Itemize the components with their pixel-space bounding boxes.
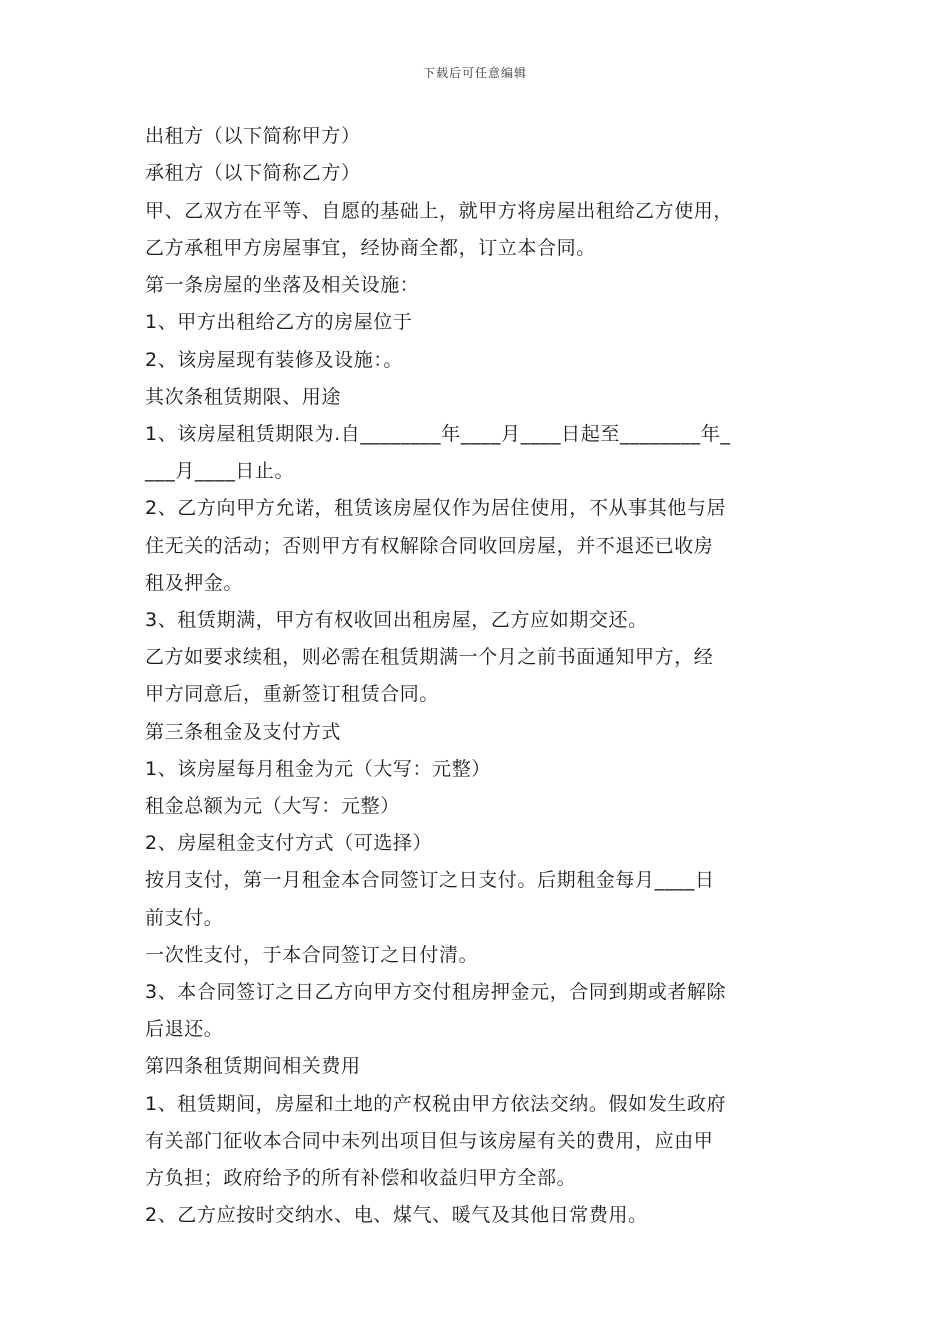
monthly-payment-line-2: 前支付。 <box>145 907 224 929</box>
article-4-heading: 第四条租赁期间相关费用 <box>145 1055 361 1077</box>
article-4-item-1-line-1: 1、租赁期间，房屋和土地的产权税由甲方依法交纳。假如发生政府 <box>145 1093 727 1115</box>
article-1-heading: 第一条房屋的坐落及相关设施： <box>145 274 420 296</box>
renewal-line-2: 甲方同意后，重新签订租赁合同。 <box>145 683 440 705</box>
article-1-item-2: 2、该房屋现有装修及设施：。 <box>145 349 403 371</box>
total-rent-line: 租金总额为元（大写：元整） <box>145 795 400 817</box>
page-header-note: 下载后可任意编辑 <box>422 66 527 80</box>
monthly-payment-line-1: 按月支付，第一月租金本合同签订之日支付。后期租金每月____日 <box>145 869 715 891</box>
article-3-item-1: 1、该房屋每月租金为元（大写：元整） <box>145 758 491 780</box>
renewal-line-1: 乙方如要求续租，则必需在租赁期满一个月之前书面通知甲方，经 <box>145 646 714 668</box>
lump-sum-payment-line: 一次性支付，于本合同签订之日付清。 <box>145 944 479 966</box>
article-4-item-1-line-3: 方负担；政府给予的所有补偿和收益归甲方全部。 <box>145 1167 577 1189</box>
article-4-item-1-line-2: 有关部门征收本合同中未列出项目但与该房屋有关的费用，应由甲 <box>145 1130 714 1152</box>
article-2-item-2-line-1: 2、乙方向甲方允诺，租赁该房屋仅作为居住使用，不从事其他与居 <box>145 497 727 519</box>
article-2-item-2-line-3: 租及押金。 <box>145 572 244 594</box>
article-4-item-2: 2、乙方应按时交纳水、电、煤气、暖气及其他日常费用。 <box>145 1204 648 1226</box>
preamble-line-2: 乙方承租甲方房屋事宜，经协商全都，订立本合同。 <box>145 237 596 259</box>
article-2-heading: 其次条租赁期限、用途 <box>145 386 342 408</box>
article-2-item-2-line-2: 住无关的活动；否则甲方有权解除合同收回房屋，并不退还已收房 <box>145 535 714 557</box>
article-2-item-1-line-2: ___月____日止。 <box>145 460 295 482</box>
lessor-line: 出租方（以下简称甲方） <box>145 125 361 147</box>
preamble-line-1: 甲、乙双方在平等、自愿的基础上，就甲方将房屋出租给乙方使用， <box>145 200 734 222</box>
article-3-item-2: 2、房屋租金支付方式（可选择） <box>145 832 433 854</box>
article-3-heading: 第三条租金及支付方式 <box>145 721 342 743</box>
article-3-item-3-line-2: 后退还。 <box>145 1018 224 1040</box>
lessee-line: 承租方（以下简称乙方） <box>145 162 361 184</box>
article-2-item-1-line-1: 1、该房屋租赁期限为.自________年____月____日起至________年_ <box>145 423 731 445</box>
article-1-item-1: 1、甲方出租给乙方的房屋位于 <box>145 311 413 333</box>
article-3-item-3-line-1: 3、本合同签订之日乙方向甲方交付租房押金元，合同到期或者解除 <box>145 981 727 1003</box>
article-2-item-3: 3、租赁期满，甲方有权收回出租房屋，乙方应如期交还。 <box>145 609 648 631</box>
